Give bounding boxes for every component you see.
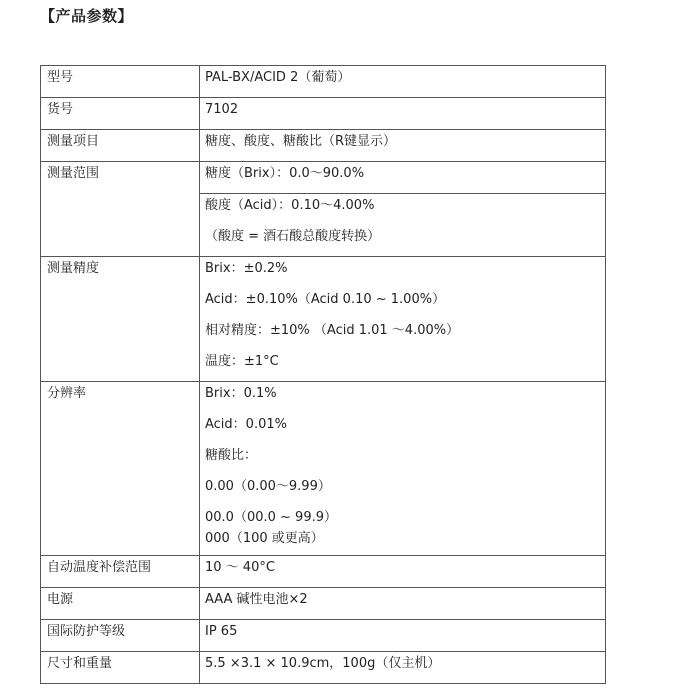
- value-cell: [200, 588, 606, 620]
- value-cell: [200, 66, 606, 98]
- label-cell: [41, 588, 200, 620]
- value-cell: [200, 257, 606, 382]
- row-value-line: Brix：0.1%: [205, 386, 277, 401]
- row-label: 自动温度补偿范围: [47, 560, 152, 575]
- value-cell: [200, 652, 606, 684]
- row-value-line: Acid：0.01%: [205, 417, 287, 432]
- value-cell: [200, 556, 606, 588]
- row-value: 7102: [205, 102, 239, 117]
- section-title: 【产品参数】: [40, 7, 134, 25]
- table-row-accuracy: [41, 257, 606, 382]
- label-cell: [41, 130, 200, 162]
- row-value-line: 00.0（00.0 ~ 99.9）: [205, 510, 337, 525]
- row-label: 测量精度: [47, 261, 100, 276]
- label-cell: [41, 98, 200, 130]
- row-value: 5.5 ×3.1 × 10.9cm，100g（仅主机）: [205, 656, 441, 671]
- row-value-line: Acid：±0.10%（Acid 0.10 ~ 1.00%）: [205, 292, 446, 307]
- spec-table: [40, 65, 606, 684]
- value-cell: [200, 382, 606, 556]
- row-label: 货号: [47, 102, 74, 117]
- row-value-line: 温度：±1°C: [205, 354, 279, 369]
- value-cell: [200, 162, 606, 194]
- label-cell: [41, 162, 200, 257]
- row-value-line: （酸度 = 酒石酸总酸度转换）: [205, 229, 381, 244]
- label-cell: [41, 556, 200, 588]
- table-row-ip: [41, 620, 606, 652]
- row-value: AAA 碱性电池×2: [205, 592, 308, 607]
- label-cell: [41, 620, 200, 652]
- table-row-model: [41, 66, 606, 98]
- row-label: 型号: [47, 70, 74, 85]
- row-value: 10 ～ 40°C: [205, 560, 275, 575]
- row-label: 国际防护等级: [47, 624, 126, 639]
- row-value-line: 酸度（Acid）：0.10～4.00%: [205, 198, 375, 213]
- row-label: 尺寸和重量: [47, 656, 113, 671]
- row-value-line: 0.00（0.00～9.99）: [205, 479, 331, 494]
- row-value-line: 相对精度：±10% （Acid 1.01 ～4.00%）: [205, 323, 460, 338]
- row-value-line: 糖酸比：: [205, 448, 258, 463]
- table-row-measure-items: [41, 130, 606, 162]
- row-label: 测量项目: [47, 134, 100, 149]
- row-value: 糖度、酸度、糖酸比（R键显示）: [205, 134, 397, 149]
- row-label: 测量范围: [47, 166, 100, 181]
- value-cell: [200, 130, 606, 162]
- table-row-size: [41, 652, 606, 684]
- value-cell: [200, 620, 606, 652]
- label-cell: [41, 66, 200, 98]
- label-cell: [41, 382, 200, 556]
- row-value: IP 65: [205, 624, 238, 639]
- table-row-item-no: [41, 98, 606, 130]
- row-label: 分辨率: [47, 386, 87, 401]
- row-value-line: 糖度（Brix）：0.0～90.0%: [205, 166, 365, 181]
- row-value-line: 000（100 或更高）: [205, 531, 324, 546]
- table-row-range: [41, 162, 606, 194]
- table-row-power: [41, 588, 606, 620]
- value-cell: [200, 194, 606, 257]
- table-row-temp-comp: [41, 556, 606, 588]
- label-cell: [41, 652, 200, 684]
- value-cell: [200, 98, 606, 130]
- row-label: 电源: [47, 592, 74, 607]
- row-value: PAL-BX/ACID 2（葡萄）: [205, 70, 351, 85]
- label-cell: [41, 257, 200, 382]
- row-value-line: Brix：±0.2%: [205, 261, 288, 276]
- table-row-resolution: [41, 382, 606, 556]
